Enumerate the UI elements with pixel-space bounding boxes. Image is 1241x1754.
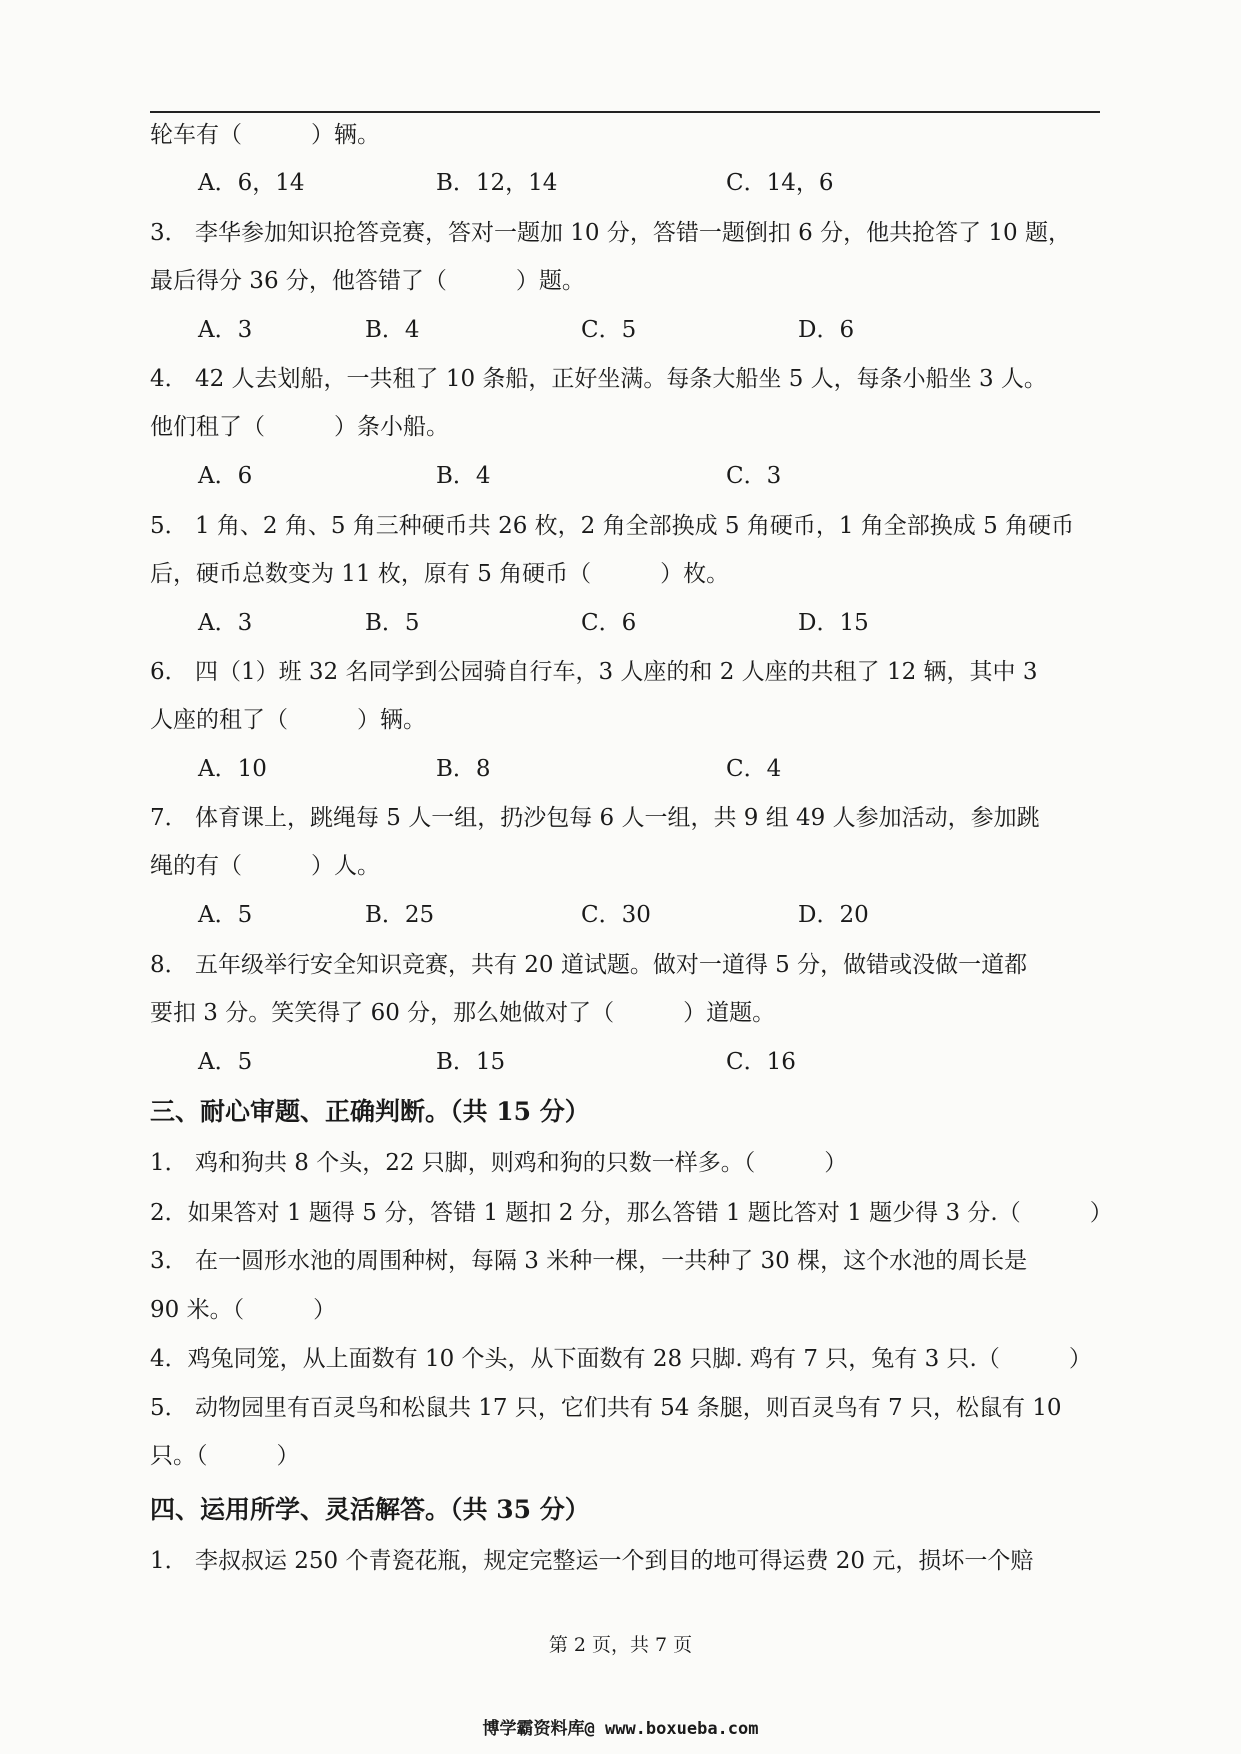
q8-option-c: C．16 xyxy=(726,1049,796,1075)
q3-option-d: D．6 xyxy=(798,317,855,343)
q3-line-2: 最后得分 36 分，他答错了（ ）题。 xyxy=(150,268,585,294)
judge-4: 4．鸡兔同笼，从上面数有 10 个头，从下面数有 28 只脚. 鸡有 7 只，兔有 3 只.（ ） xyxy=(150,1346,1092,1372)
q4-option-b: B．4 xyxy=(436,463,491,489)
q4-option-a: A．6 xyxy=(198,463,253,489)
q7-option-b: B．25 xyxy=(365,902,435,928)
header-rule xyxy=(150,111,1100,113)
q8-option-a: A．5 xyxy=(198,1049,253,1075)
q7-option-c: C．30 xyxy=(581,902,651,928)
q2-option-c: C．14，6 xyxy=(726,170,834,196)
q5-option-d: D．15 xyxy=(798,610,869,636)
q4-option-c: C．3 xyxy=(726,463,782,489)
q7-line-1: 7． 体育课上，跳绳每 5 人一组，扔沙包每 6 人一组，共 9 组 49 人参加活动，参加跳 xyxy=(150,805,1040,831)
q3-line-1: 3． 李华参加知识抢答竞赛，答对一题加 10 分，答错一题倒扣 6 分，他共抢答了 10 题， xyxy=(150,220,1071,246)
q5-line-2: 后，硬币总数变为 11 枚，原有 5 角硬币（ ）枚。 xyxy=(150,561,730,587)
q6-option-a: A．10 xyxy=(198,756,267,782)
q7-line-2: 绳的有（ ）人。 xyxy=(150,853,380,879)
q4-line-2: 他们租了（ ）条小船。 xyxy=(150,414,449,440)
q3-option-b: B．4 xyxy=(365,317,420,343)
q8-line-1: 8． 五年级举行安全知识竞赛，共有 20 道试题。做对一道得 5 分，做错或没做一道都 xyxy=(150,952,1028,978)
q5-line-1: 5． 1 角、2 角、5 角三种硬币共 26 枚，2 角全部换成 5 角硬币，1 角全部换成 5 角硬币 xyxy=(150,513,1075,539)
q5-option-a: A．3 xyxy=(198,610,253,636)
problem-1-line-1: 1． 李叔叔运 250 个青瓷花瓶，规定完整运一个到目的地可得运费 20 元，损坏一个赔 xyxy=(150,1548,1034,1574)
judge-5-line-2: 只。（ ） xyxy=(150,1443,300,1469)
judge-5-line-1: 5． 动物园里有百灵鸟和松鼠共 17 只，它们共有 54 条腿，则百灵鸟有 7 只，松鼠有 10 xyxy=(150,1395,1062,1421)
judge-3-line-2: 90 米。（ ） xyxy=(150,1297,337,1323)
q5-option-b: B．5 xyxy=(365,610,420,636)
watermark: 博学霸资料库@ www.boxueba.com xyxy=(482,1719,759,1739)
q2-option-b: B．12，14 xyxy=(436,170,558,196)
section-3-title: 三、耐心审题、正确判断。（共 15 分） xyxy=(150,1097,590,1126)
judge-1: 1． 鸡和狗共 8 个头，22 只脚，则鸡和狗的只数一样多。（ ） xyxy=(150,1150,848,1176)
q8-line-2: 要扣 3 分。笑笑得了 60 分，那么她做对了（ ）道题。 xyxy=(150,1000,776,1026)
q3-option-a: A．3 xyxy=(198,317,253,343)
q8-option-b: B．15 xyxy=(436,1049,506,1075)
q3-option-c: C．5 xyxy=(581,317,637,343)
judge-3-line-1: 3． 在一圆形水池的周围种树，每隔 3 米种一棵，一共种了 30 棵，这个水池的周长是 xyxy=(150,1248,1028,1274)
q6-line-2: 人座的租了（ ）辆。 xyxy=(150,707,426,733)
q6-option-c: C．4 xyxy=(726,756,782,782)
judge-2: 2．如果答对 1 题得 5 分，答错 1 题扣 2 分，那么答错 1 题比答对 1 题少得 3 分.（ ） xyxy=(150,1200,1113,1226)
section-4-title: 四、运用所学、灵活解答。（共 35 分） xyxy=(150,1495,590,1524)
q5-option-c: C．6 xyxy=(581,610,637,636)
page-number: 第 2 页，共 7 页 xyxy=(548,1634,693,1656)
q7-option-a: A．5 xyxy=(198,902,253,928)
q2-option-a: A．6，14 xyxy=(198,170,305,196)
q2-continuation: 轮车有（ ）辆。 xyxy=(150,122,380,148)
q4-line-1: 4． 42 人去划船，一共租了 10 条船，正好坐满。每条大船坐 5 人，每条小船坐 3 人。 xyxy=(150,366,1047,392)
q6-option-b: B．8 xyxy=(436,756,491,782)
q6-line-1: 6． 四（1）班 32 名同学到公园骑自行车，3 人座的和 2 人座的共租了 12 辆，其中 3 xyxy=(150,659,1038,685)
q7-option-d: D．20 xyxy=(798,902,869,928)
